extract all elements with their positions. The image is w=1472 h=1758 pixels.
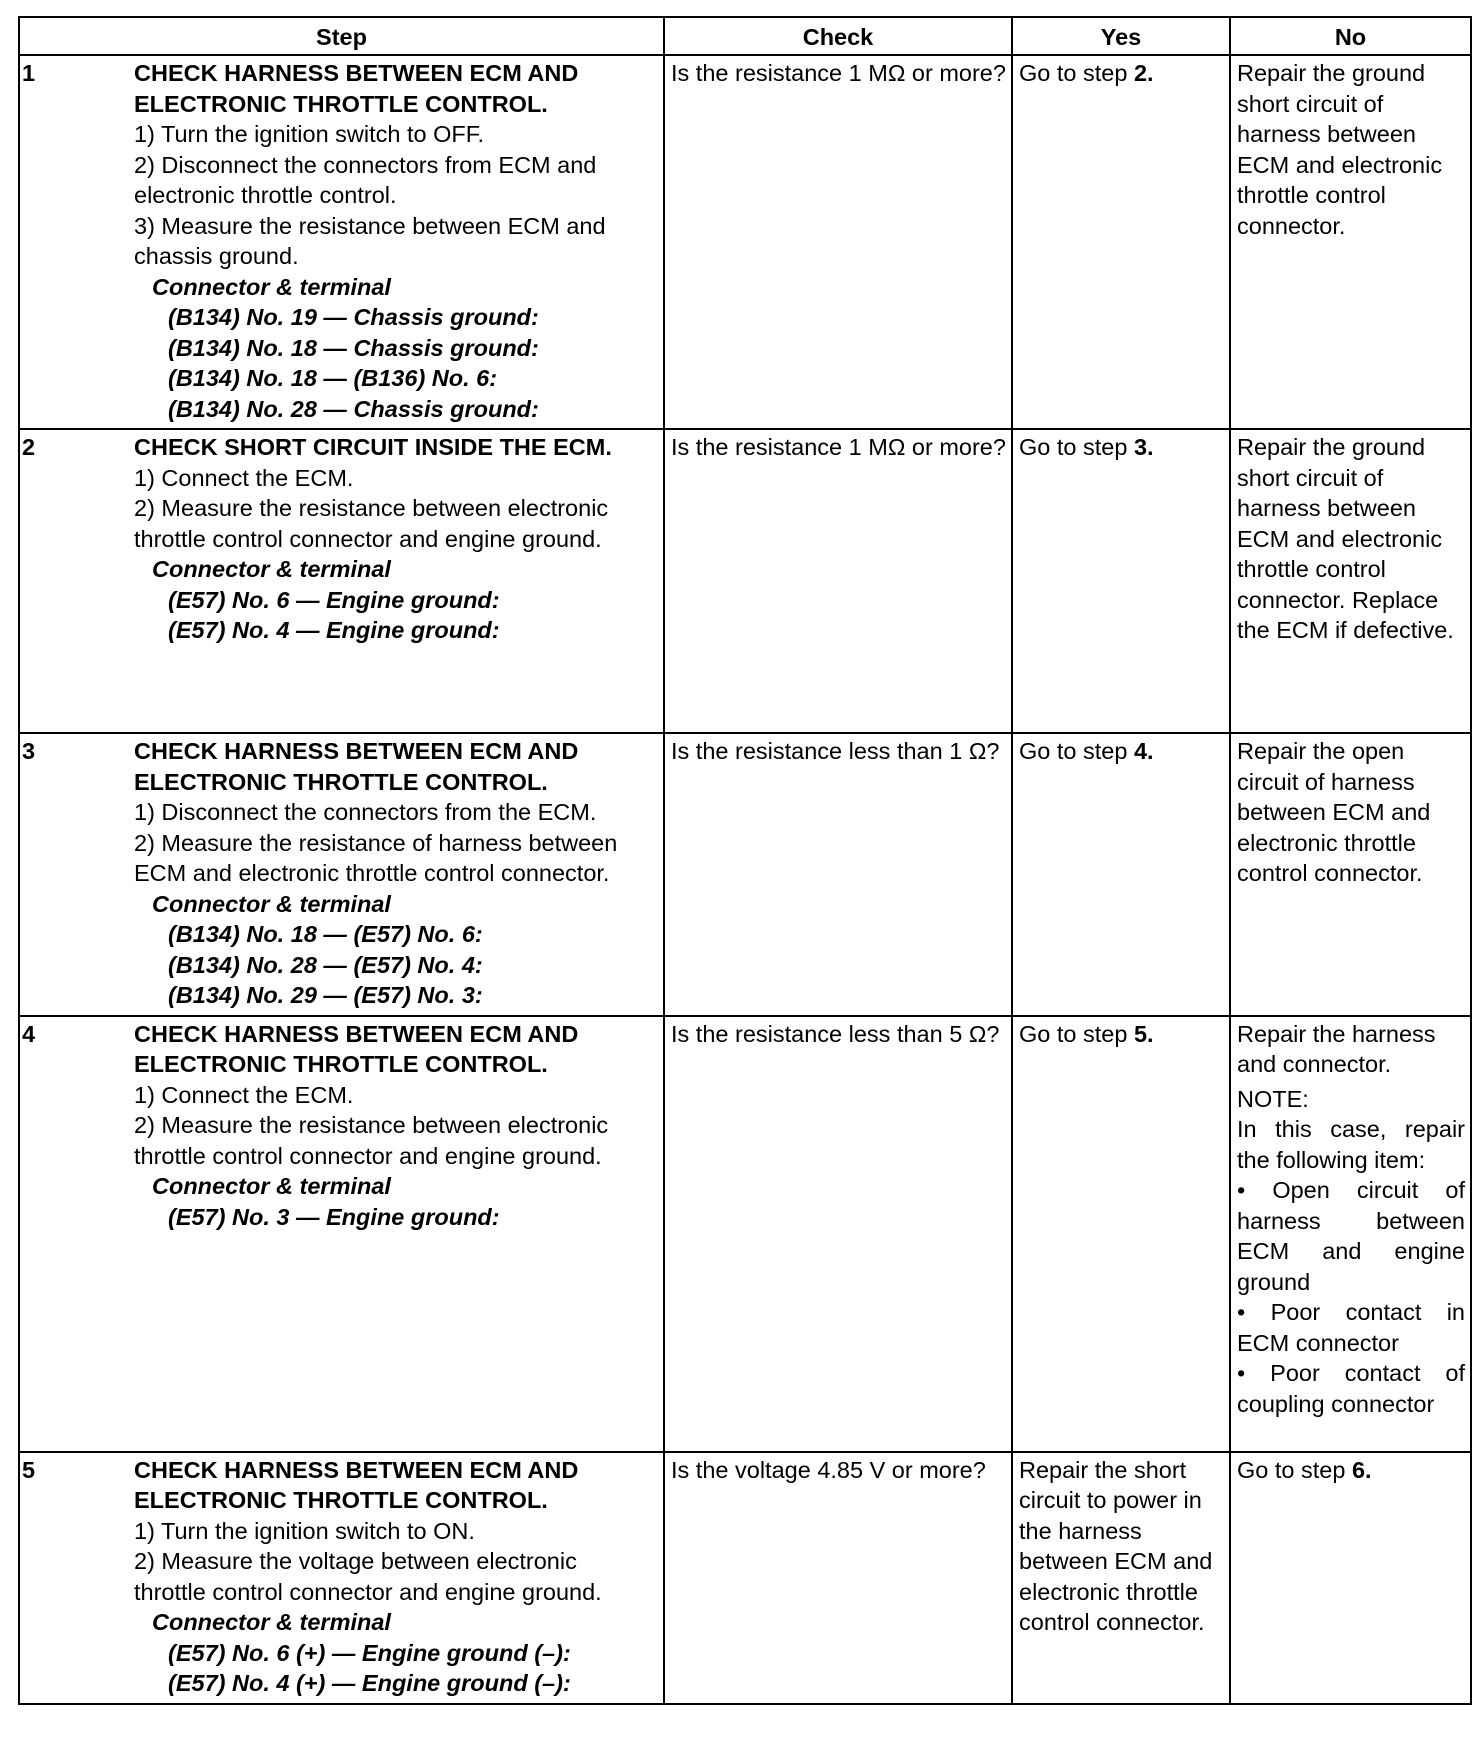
terminal-spec: (B134) No. 18 — (B136) No. 6: xyxy=(168,365,498,391)
terminal-spec: (E57) No. 4 (+) — Engine ground (–): xyxy=(168,1670,571,1696)
step-title: CHECK HARNESS BETWEEN ECM AND xyxy=(134,738,579,764)
step-number: 4 xyxy=(22,1020,36,1047)
header-step: Step xyxy=(19,17,664,55)
terminal-spec: (B134) No. 28 — (E57) No. 4: xyxy=(168,951,483,978)
check-cell: Is the resistance 1 MΩ or more? xyxy=(664,429,1012,733)
procedure-line: 1) Turn the ignition switch to ON. xyxy=(134,1517,475,1544)
yes-cell xyxy=(1012,1016,1230,1452)
step-title: ELECTRONIC THROTTLE CONTROL. xyxy=(134,1051,548,1077)
no-cell: Repair the open circuit of harness between ECM and electronic throttle control connector. xyxy=(1230,733,1471,1016)
terminal-spec: (E57) No. 3 — Engine ground: xyxy=(168,1203,500,1230)
yes-cell xyxy=(1012,733,1230,1016)
connector-heading: Connector & terminal xyxy=(152,890,391,917)
terminal-spec: (B134) No. 29 — (E57) No. 3: xyxy=(168,982,483,1008)
header-row xyxy=(19,17,1471,55)
step-cell xyxy=(19,1452,664,1704)
yes-text: Go to step xyxy=(1019,434,1134,460)
step-cell xyxy=(19,1016,664,1452)
no-cell: Repair the ground short circuit of harness between ECM and electronic throttle control connector. Replace the ECM if defective. xyxy=(1230,429,1471,733)
note-label: NOTE: xyxy=(1237,1085,1309,1112)
note-bullet: • Open circuit of harness between ECM and engine ground xyxy=(1237,1177,1465,1295)
terminal-spec: (E57) No. 4 — Engine ground: xyxy=(168,617,500,643)
note-text: In this case, repair the following item: xyxy=(1237,1116,1465,1173)
check-cell: Is the resistance 1 MΩ or more? xyxy=(664,55,1012,429)
procedure-line: 3) Measure the resistance between ECM and xyxy=(134,212,606,239)
no-text: Repair the harness and connector. xyxy=(1237,1020,1436,1077)
table-row xyxy=(19,55,1471,429)
step-number: 2 xyxy=(22,434,36,460)
step-title: ELECTRONIC THROTTLE CONTROL. xyxy=(134,1487,548,1513)
procedure-line: 2) Measure the resistance of harness between xyxy=(134,829,618,856)
procedure-line: 1) Connect the ECM. xyxy=(134,464,354,491)
step-title: CHECK SHORT CIRCUIT INSIDE THE ECM. xyxy=(134,434,612,460)
no-text: Go to step xyxy=(1237,1456,1352,1483)
terminal-spec: (E57) No. 6 — Engine ground: xyxy=(168,586,500,613)
yes-cell xyxy=(1012,429,1230,733)
table-row xyxy=(19,1452,1471,1704)
yes-text: Go to step xyxy=(1019,738,1134,764)
procedure-line: 2) Measure the voltage between electronic xyxy=(134,1548,577,1574)
step-title: CHECK HARNESS BETWEEN ECM AND xyxy=(134,1020,579,1047)
check-cell: Is the resistance less than 5 Ω? xyxy=(664,1016,1012,1452)
procedure-line: 1) Disconnect the connectors from the ECM. xyxy=(134,799,597,825)
no-step-ref: 6. xyxy=(1351,1456,1372,1483)
procedure-line: 2) Measure the resistance between electronic xyxy=(134,495,609,521)
table-row xyxy=(19,1016,1471,1452)
yes-text: Go to step xyxy=(1019,60,1134,86)
step-title: CHECK HARNESS BETWEEN ECM AND xyxy=(134,60,579,86)
connector-heading: Connector & terminal xyxy=(152,273,391,300)
step-title: ELECTRONIC THROTTLE CONTROL. xyxy=(134,90,548,117)
terminal-spec: (B134) No. 18 — (E57) No. 6: xyxy=(168,921,483,947)
step-title: ELECTRONIC THROTTLE CONTROL. xyxy=(134,768,548,795)
yes-cell xyxy=(1012,55,1230,429)
step-cell xyxy=(19,55,664,429)
check-cell: Is the voltage 4.85 V or more? xyxy=(664,1452,1012,1704)
procedure-line: 2) Measure the resistance between electronic xyxy=(134,1112,609,1138)
yes-text: Go to step xyxy=(1019,1020,1134,1047)
note-bullet: • Poor contact of coupling connector xyxy=(1237,1360,1465,1417)
yes-step-ref: 3. xyxy=(1133,434,1154,460)
procedure-line: throttle control connector and engine ground. xyxy=(134,525,602,552)
step-cell xyxy=(19,733,664,1016)
table-row xyxy=(19,733,1471,1016)
yes-step-ref: 4. xyxy=(1133,738,1154,764)
connector-heading: Connector & terminal xyxy=(152,556,391,582)
step-number: 5 xyxy=(22,1456,36,1483)
note-bullet: • Poor contact in ECM connector xyxy=(1237,1299,1465,1356)
header-yes: Yes xyxy=(1012,17,1230,55)
procedure-line: 2) Disconnect the connectors from ECM and xyxy=(134,151,597,178)
yes-cell: Repair the short circuit to power in the harness between ECM and electronic throttle control connector. xyxy=(1012,1452,1230,1704)
terminal-spec: (E57) No. 6 (+) — Engine ground (–): xyxy=(168,1639,571,1666)
check-cell: Is the resistance less than 1 Ω? xyxy=(664,733,1012,1016)
terminal-spec: (B134) No. 18 — Chassis ground: xyxy=(168,334,539,361)
step-number: 3 xyxy=(22,738,36,764)
step-cell xyxy=(19,429,664,733)
procedure-line: ECM and electronic throttle control connector. xyxy=(134,860,610,886)
terminal-spec: (B134) No. 28 — Chassis ground: xyxy=(168,395,539,422)
no-cell xyxy=(1230,1452,1471,1704)
no-cell xyxy=(1230,1016,1471,1452)
yes-step-ref: 5. xyxy=(1133,1020,1154,1047)
connector-heading: Connector & terminal xyxy=(152,1173,391,1199)
procedure-line: throttle control connector and engine ground. xyxy=(134,1142,602,1169)
terminal-spec: (B134) No. 19 — Chassis ground: xyxy=(168,304,539,330)
procedure-line: chassis ground. xyxy=(134,243,299,269)
step-number: 1 xyxy=(22,60,36,86)
procedure-line: throttle control connector and engine ground. xyxy=(134,1578,602,1605)
step-title: CHECK HARNESS BETWEEN ECM AND xyxy=(134,1456,579,1483)
connector-heading: Connector & terminal xyxy=(152,1609,391,1635)
yes-step-ref: 2. xyxy=(1133,60,1154,86)
header-no: No xyxy=(1230,17,1471,55)
procedure-line: electronic throttle control. xyxy=(134,182,397,208)
procedure-line: 1) Turn the ignition switch to OFF. xyxy=(134,121,485,147)
no-cell: Repair the ground short circuit of harness between ECM and electronic throttle control connector. xyxy=(1230,55,1471,429)
diagnostic-table xyxy=(18,16,1472,1705)
header-check: Check xyxy=(664,17,1012,55)
table-row xyxy=(19,429,1471,733)
procedure-line: 1) Connect the ECM. xyxy=(134,1081,354,1108)
